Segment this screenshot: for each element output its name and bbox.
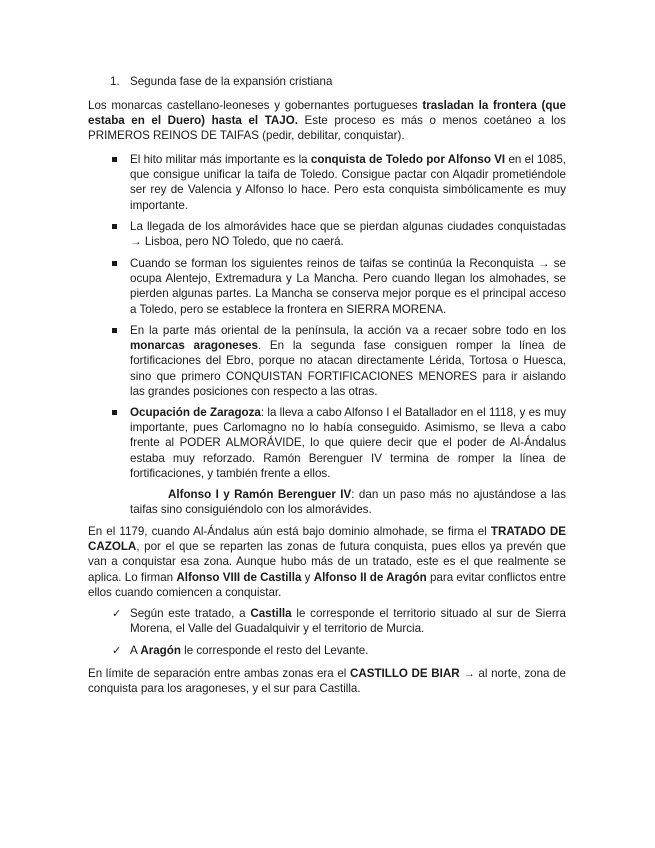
section-title: Segunda fase de la expansión cristiana: [130, 75, 333, 88]
cazola-paragraph: En el 1179, cuando Al-Ándalus aún está bajo dominio almohade, se firma el TRATADO DE CAZOLA, por el que se reparten las zonas de futura conquista, pues ellos ya prevén que van a conquistar esa zona. Aunque hubo más de un tratado, este es el que realmente se aplica. Lo firman Alfonso VIII de Castilla y Alfonso II de Aragón para evitar conflictos entre ellos cuando comiencen a conquistar.: [88, 525, 566, 599]
bullet-marker: [112, 328, 117, 333]
bullet-almoravides: La llegada de los almorávides hace que se pierdan algunas ciudades conquistadas → Lisboa, pero NO Toledo, que no caerá.: [112, 219, 566, 249]
bullet-marker: [112, 261, 117, 266]
bullet-zaragoza: Ocupación de Zaragoza: la lleva a cabo Alfonso I el Batallador en el 1118, y es muy importante, pues Carlomagno no lo había conseguido. Asimismo, se lleva a cabo frente al PODER ALMORÁVIDE, lo que quiere decir que el poder de Al-Ándalus estaba muy reforzado. Ramón Berenguer IV termina de romper la línea de fortificaciones, y también frente a ellos.: [112, 405, 566, 481]
bullet-marker: [112, 157, 117, 162]
section-heading: [110, 74, 332, 89]
check-aragon: ✓ A Aragón le corresponde el resto del Levante.: [112, 644, 369, 657]
intro-paragraph: Los monarcas castellano-leoneses y gobernantes portugueses trasladan la frontera (que estaba en el Duero) hasta el TAJO. Este proceso es más o menos coetáneo a los PRIMEROS REINOS DE TAIFAS (pedir, debilitar, conquistar).: [88, 99, 566, 143]
check-icon: ✓: [112, 644, 122, 657]
check-icon: ✓: [112, 607, 122, 620]
bullet-toledo: El hito militar más importante es la conquista de Toledo por Alfonso VI en el 1085, que consigue unificar la taifa de Toledo. Consigue pactar con Alqadir prometiéndole ser rey de Valencia y Alfonso lo hace. Pero esta conquista simbólicamente es muy importante.: [112, 152, 566, 213]
bullet-taifas: Cuando se forman los siguientes reinos de taifas se continúa la Reconquista → se ocupa Alentejo, Extremadura y La Mancha. Pero cuando llegan los almohades, se pierden algunas partes. La Mancha se conserva mejor porque es el principal acceso a Toledo, pero se establece la frontera en SIERRA MORENA.: [112, 256, 566, 317]
bullet-marker: [112, 224, 117, 229]
check-castilla: ✓ Según este tratado, a Castilla le corresponde el territorio situado al sur de Sierra Morena, el Valle del Guadalquivir y el territorio de Murcia.: [112, 607, 566, 636]
bullet-marker: [112, 410, 117, 415]
biar-paragraph: En límite de separación entre ambas zonas era el CASTILLO DE BIAR → al norte, zona de conquista para los aragoneses, y el sur para Castilla.: [88, 667, 566, 696]
indent-note: Alfonso I y Ramón Berenguer IV: dan un paso más no ajustándose a las taifas sino consiguiéndolo con los almorávides.: [130, 488, 566, 517]
section-number: 1.: [110, 75, 120, 88]
bullet-aragoneses: En la parte más oriental de la península, la acción va a recaer sobre todo en los monarcas aragoneses. En la segunda fase consiguen romper la línea de fortificaciones del Ebro, porque no atacan directamente Lérida, Tortosa o Huesca, sino que primero CONQUISTAN FORTIFICACIONES MENORES para ir aislando las grandes posiciones con respecto a las otras.: [112, 323, 566, 399]
